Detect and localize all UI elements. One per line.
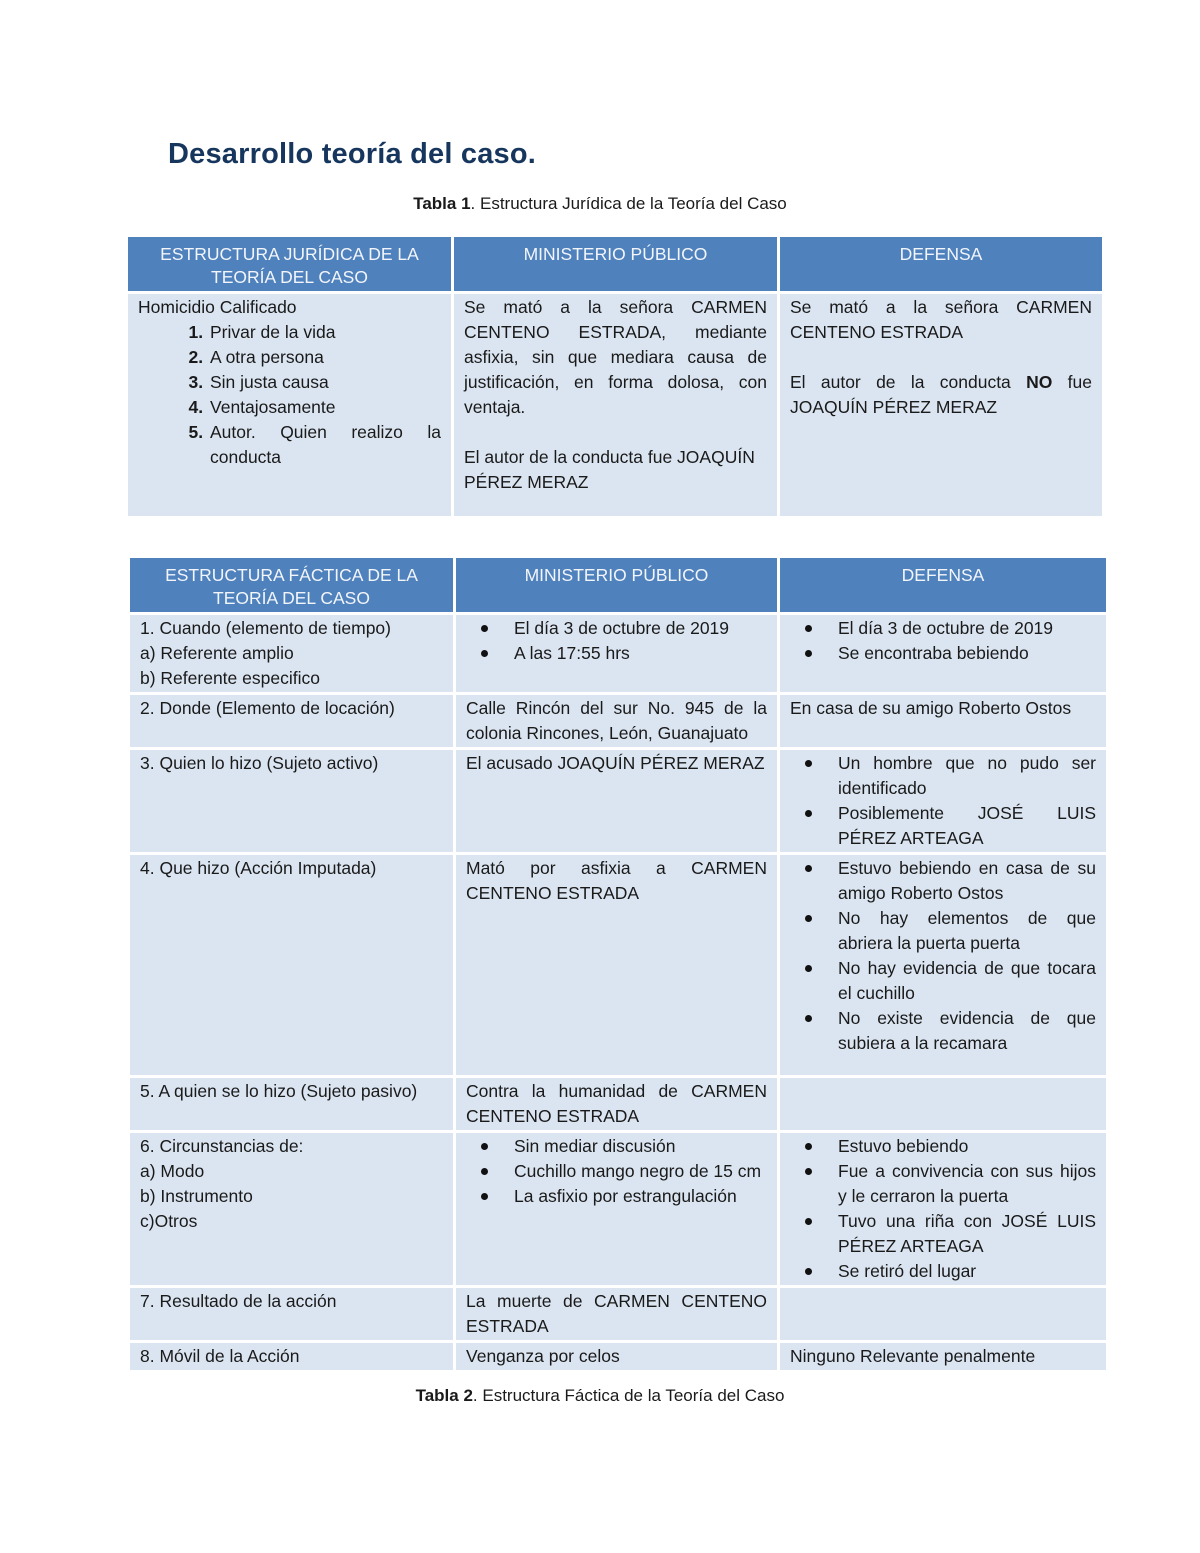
- table2-caption: [0, 1386, 1200, 1406]
- defense-cell: [780, 1133, 1106, 1285]
- fact-label-cell: 4. Que hizo (Acción Imputada): [130, 855, 453, 1075]
- mp-cell: [456, 1133, 777, 1285]
- list-item: Se retiró del lugar: [838, 1259, 1096, 1284]
- defense-paragraph: El autor de la conducta NO fue JOAQUÍN PÉREZ MERAZ: [790, 372, 1092, 417]
- fact-label-cell: 3. Quien lo hizo (Sujeto activo): [130, 750, 453, 852]
- list-item: No hay evidencia de que tocara el cuchillo: [838, 956, 1096, 1006]
- defense-cell: [780, 615, 1106, 692]
- factual-structure-table: [127, 555, 1109, 1373]
- list-item: No hay elementos de que abriera la puerta puerta: [838, 906, 1096, 956]
- mp-cell: El acusado JOAQUÍN PÉREZ MERAZ: [456, 750, 777, 852]
- mp-cell: Venganza por celos: [456, 1343, 777, 1370]
- negation-text: NO: [1026, 372, 1053, 392]
- table1-structure-cell: [128, 294, 451, 516]
- mp-cell: La muerte de CARMEN CENTENO ESTRADA: [456, 1288, 777, 1340]
- page-title: Desarrollo teoría del caso.: [168, 138, 537, 170]
- crime-element: 2. A otra persona: [208, 345, 441, 370]
- list-item: La asfixio por estrangulación: [514, 1184, 767, 1209]
- list-item: Tuvo una riña con JOSÉ LUIS PÉREZ ARTEAGA: [838, 1209, 1096, 1259]
- table2-header-mp: MINISTERIO PÚBLICO: [456, 558, 777, 612]
- defense-cell: [780, 750, 1106, 852]
- table2-header-defense: DEFENSA: [780, 558, 1106, 612]
- crime-element: 3. Sin justa causa: [208, 370, 441, 395]
- table-row: [130, 615, 1106, 692]
- list-item: Fue a convivencia con sus hijos y le cerraron la puerta: [838, 1159, 1096, 1209]
- crime-elements-list: [138, 320, 441, 470]
- list-item: Un hombre que no pudo ser identificado: [838, 751, 1096, 801]
- mp-cell: Calle Rincón del sur No. 945 de la colonia Rincones, León, Guanajuato: [456, 695, 777, 747]
- fact-label-cell: 7. Resultado de la acción: [130, 1288, 453, 1340]
- fact-label-cell: 2. Donde (Elemento de locación): [130, 695, 453, 747]
- table-row: [130, 855, 1106, 1075]
- mp-cell: [456, 615, 777, 692]
- list-item: Se encontraba bebiendo: [838, 641, 1096, 666]
- mp-cell: Mató por asfixia a CARMEN CENTENO ESTRADA: [456, 855, 777, 1075]
- list-item: El día 3 de octubre de 2019: [838, 616, 1096, 641]
- table-row: [130, 1133, 1106, 1285]
- table2-caption-text: . Estructura Fáctica de la Teoría del Caso: [472, 1386, 785, 1405]
- list-item: Cuchillo mango negro de 15 cm: [514, 1159, 767, 1184]
- crime-title: Homicidio Calificado: [138, 297, 297, 317]
- list-item: Posiblemente JOSÉ LUIS PÉREZ ARTEAGA: [838, 801, 1096, 851]
- mp-paragraph: Se mató a la señora CARMEN CENTENO ESTRADA, mediante asfixia, sin que mediara causa de justificación, en forma dolosa, con ventaja.: [464, 297, 767, 417]
- table-row: [130, 1343, 1106, 1370]
- table2-header-structure: ESTRUCTURA FÁCTICA DE LA TEORÍA DEL CASO: [130, 558, 453, 612]
- crime-element: 5. Autor. Quien realizo la conducta: [208, 420, 441, 470]
- list-item: Estuvo bebiendo: [838, 1134, 1096, 1159]
- legal-structure-table: [125, 234, 1105, 519]
- table-row: [130, 695, 1106, 747]
- mp-paragraph: El autor de la conducta fue JOAQUÍN PÉREZ MERAZ: [464, 447, 755, 492]
- table1-mp-cell: [454, 294, 777, 516]
- list-item: Sin mediar discusión: [514, 1134, 767, 1159]
- table1-caption: [0, 194, 1200, 214]
- defense-cell: En casa de su amigo Roberto Ostos: [780, 695, 1106, 747]
- list-item: No existe evidencia de que subiera a la recamara: [838, 1006, 1096, 1056]
- crime-element: 1. Privar de la vida: [208, 320, 441, 345]
- fact-label-cell: 8. Móvil de la Acción: [130, 1343, 453, 1370]
- list-item: El día 3 de octubre de 2019: [514, 616, 767, 641]
- defense-paragraph: Se mató a la señora CARMEN CENTENO ESTRADA: [790, 297, 1092, 342]
- defense-cell: [780, 1288, 1106, 1340]
- defense-cell: Ninguno Relevante penalmente: [780, 1343, 1106, 1370]
- table-row: [130, 1078, 1106, 1130]
- table-row: [130, 750, 1106, 852]
- fact-label-cell: 5. A quien se lo hizo (Sujeto pasivo): [130, 1078, 453, 1130]
- table1-caption-label: Tabla 1: [413, 194, 471, 213]
- defense-cell: [780, 1078, 1106, 1130]
- fact-label-cell: 1. Cuando (elemento de tiempo) a) Referente amplio b) Referente especifico: [130, 615, 453, 692]
- defense-cell: [780, 855, 1106, 1075]
- table1-header-mp: MINISTERIO PÚBLICO: [454, 237, 777, 291]
- table1-caption-text: . Estructura Jurídica de la Teoría del Caso: [470, 194, 787, 213]
- mp-cell: Contra la humanidad de CARMEN CENTENO ESTRADA: [456, 1078, 777, 1130]
- table2-caption-label: Tabla 2: [415, 1386, 473, 1405]
- list-item: A las 17:55 hrs: [514, 641, 767, 666]
- table-row: [130, 1288, 1106, 1340]
- table1-header-defense: DEFENSA: [780, 237, 1102, 291]
- list-item: Estuvo bebiendo en casa de su amigo Roberto Ostos: [838, 856, 1096, 906]
- fact-label-cell: 6. Circunstancias de: a) Modo b) Instrumento c)Otros: [130, 1133, 453, 1285]
- table1-defense-cell: [780, 294, 1102, 516]
- table1-header-structure: ESTRUCTURA JURÍDICA DE LA TEORÍA DEL CASO: [128, 237, 451, 291]
- crime-element: 4. Ventajosamente: [208, 395, 441, 420]
